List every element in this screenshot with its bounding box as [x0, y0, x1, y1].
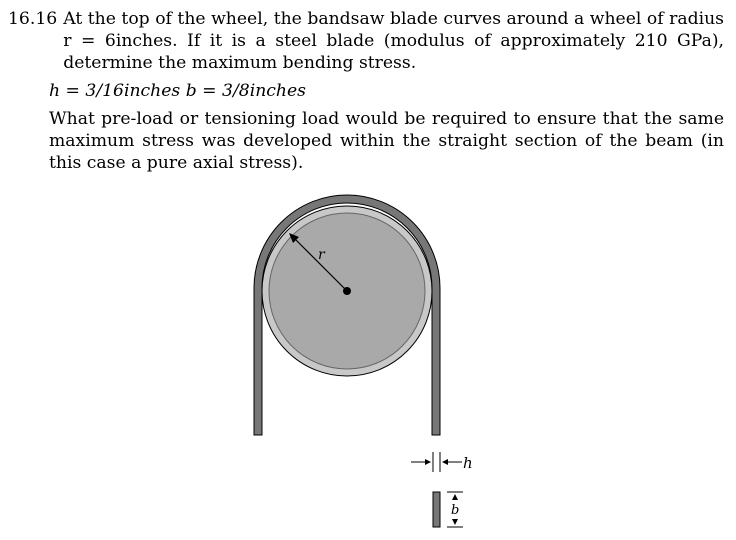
- width-label: b: [451, 503, 460, 518]
- problem-statement: At the top of the wheel, the bandsaw blade curves around a wheel of radius r = 6inches. If it is a steel blade (modulus of approximately 210 GPa), determine the maximum bending stress.: [63, 9, 724, 73]
- radius-label: r: [318, 247, 325, 263]
- problem-number: 16.16: [8, 9, 58, 29]
- question-text: What pre-load or tensioning load would be required to ensure that the same maximum stress was developed within the straight section of the beam (in this case a pure axial stress).: [49, 109, 724, 173]
- wheel-center-dot: [343, 287, 351, 295]
- dimensions-line: h = 3/16inches b = 3/8inches: [49, 81, 306, 101]
- blade-cross-section: [433, 492, 440, 527]
- h-dim-left-arrow: [425, 459, 431, 465]
- thickness-label: h: [463, 454, 473, 472]
- b-arrow-down: [452, 519, 458, 525]
- b-arrow-up: [452, 494, 458, 500]
